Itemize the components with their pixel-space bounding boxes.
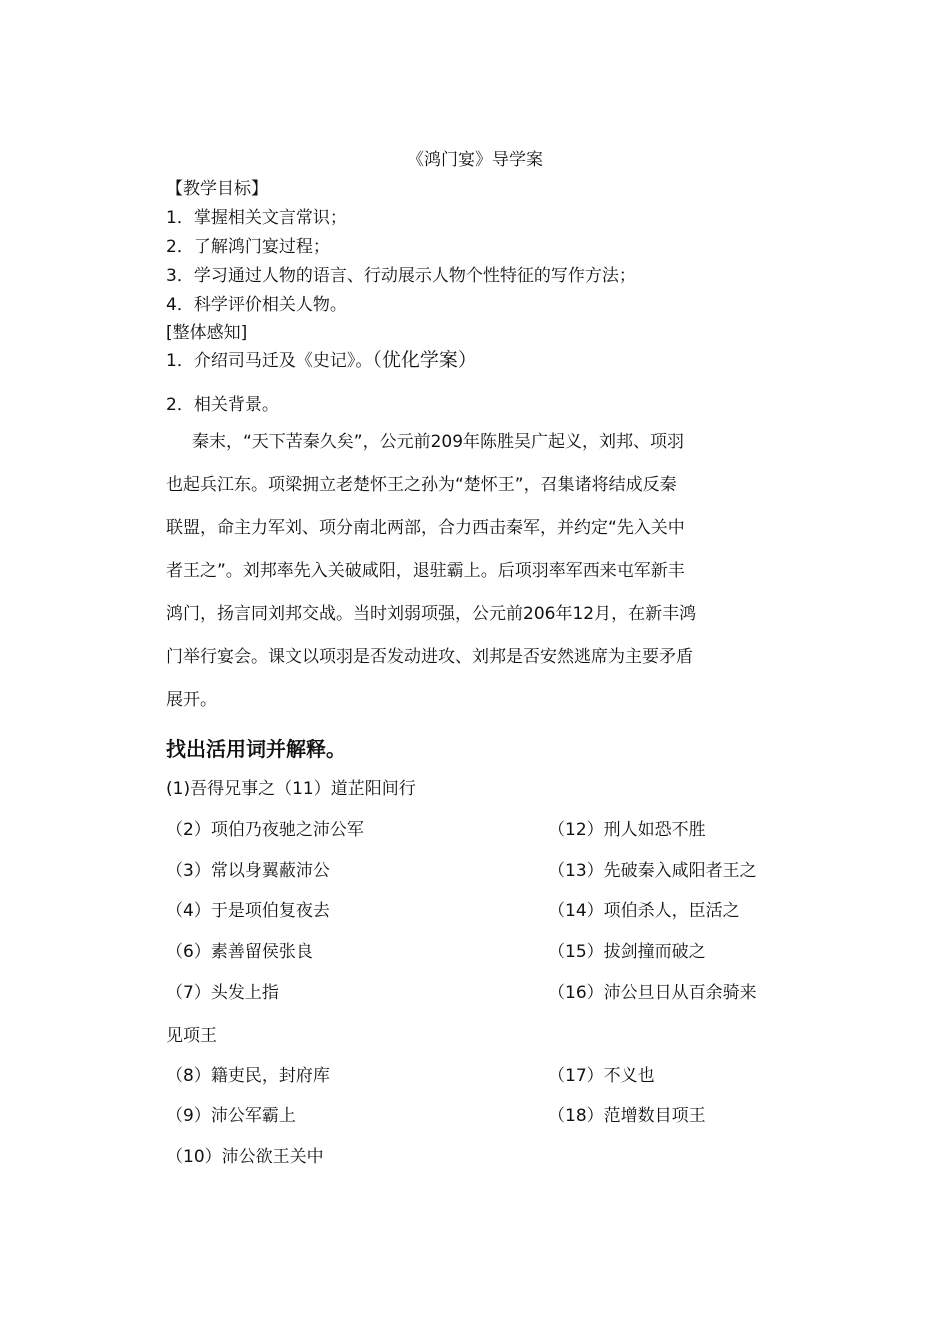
exercise-first-line: (1)吾得兄事之（11）道芷阳间行	[166, 779, 416, 799]
objective-item: 1．掌握相关文言常识；	[166, 208, 347, 228]
objective-item: 3．学习通过人物的语言、行动展示人物个性特征的写作方法；	[166, 266, 636, 286]
page-title: 《鸿门宴》导学案	[407, 150, 543, 170]
background-paragraph	[166, 421, 786, 722]
paragraph-line: 门举行宴会。课文以项羽是否发动进攻、刘邦是否安然逃席为主要矛盾	[166, 647, 693, 667]
exercise-item-right: （15）拔剑撞而破之	[548, 942, 706, 962]
exercise-item-left: （9）沛公军霸上	[166, 1106, 296, 1126]
exercise-item-right: （14）项伯杀人，臣活之	[548, 901, 740, 921]
paragraph-line: 秦末，“天下苦秦久矣”，公元前209年陈胜吴广起义，刘邦、项羽	[192, 432, 685, 452]
overview-item-1	[166, 345, 477, 372]
exercise-item-left: （2）项伯乃夜驰之沛公军	[166, 820, 364, 840]
exercise-item-left: （6）素善留侯张良	[166, 942, 313, 962]
exercise-item-right: （12）刑人如恐不胜	[548, 820, 706, 840]
exercise-item-left: （3）常以身翼蔽沛公	[166, 861, 330, 881]
exercise-item-right: （13）先破秦入咸阳者王之	[548, 861, 757, 881]
exercise-item-right: （17）不义也	[548, 1066, 655, 1086]
paragraph-line: 鸿门，扬言同刘邦交战。当时刘弱项强，公元前206年12月，在新丰鸿	[166, 604, 697, 624]
overview-item-1-note: （优化学案）	[372, 349, 477, 371]
objective-item: 2．了解鸿门宴过程；	[166, 237, 330, 257]
exercise-item-right: （18）范增数目项王	[548, 1106, 706, 1126]
exercise-item-right: （16）沛公旦日从百余骑来	[548, 983, 757, 1003]
objective-item: 4．科学评价相关人物。	[166, 295, 347, 315]
exercise-heading: 找出活用词并解释。	[166, 737, 346, 761]
exercise-item-left: （10）沛公欲王关中	[166, 1147, 324, 1167]
exercise-wrap-line: 见项王	[166, 1026, 217, 1046]
exercise-item-left: （7）头发上指	[166, 983, 279, 1003]
paragraph-line: 也起兵江东。项梁拥立老楚怀王之孙为“楚怀王”，召集诸将结成反秦	[166, 475, 677, 495]
objectives-header: 【教学目标】	[166, 179, 268, 199]
exercise-item-left: （8）籍吏民，封府库	[166, 1066, 330, 1086]
paragraph-line: 展开。	[166, 690, 217, 710]
exercise-item-left: （4）于是项伯复夜去	[166, 901, 330, 921]
overview-item-2: 2．相关背景。	[166, 395, 279, 415]
overview-header: [整体感知]	[166, 323, 248, 343]
paragraph-line: 联盟，命主力军刘、项分南北两部，合力西击秦军，并约定“先入关中	[166, 518, 685, 538]
paragraph-line: 者王之”。刘邦率先入关破咸阳，退驻霸上。后项羽率军西来屯军新丰	[166, 561, 685, 581]
overview-item-1-main: 1．介绍司马迁及《史记》。	[166, 351, 373, 371]
